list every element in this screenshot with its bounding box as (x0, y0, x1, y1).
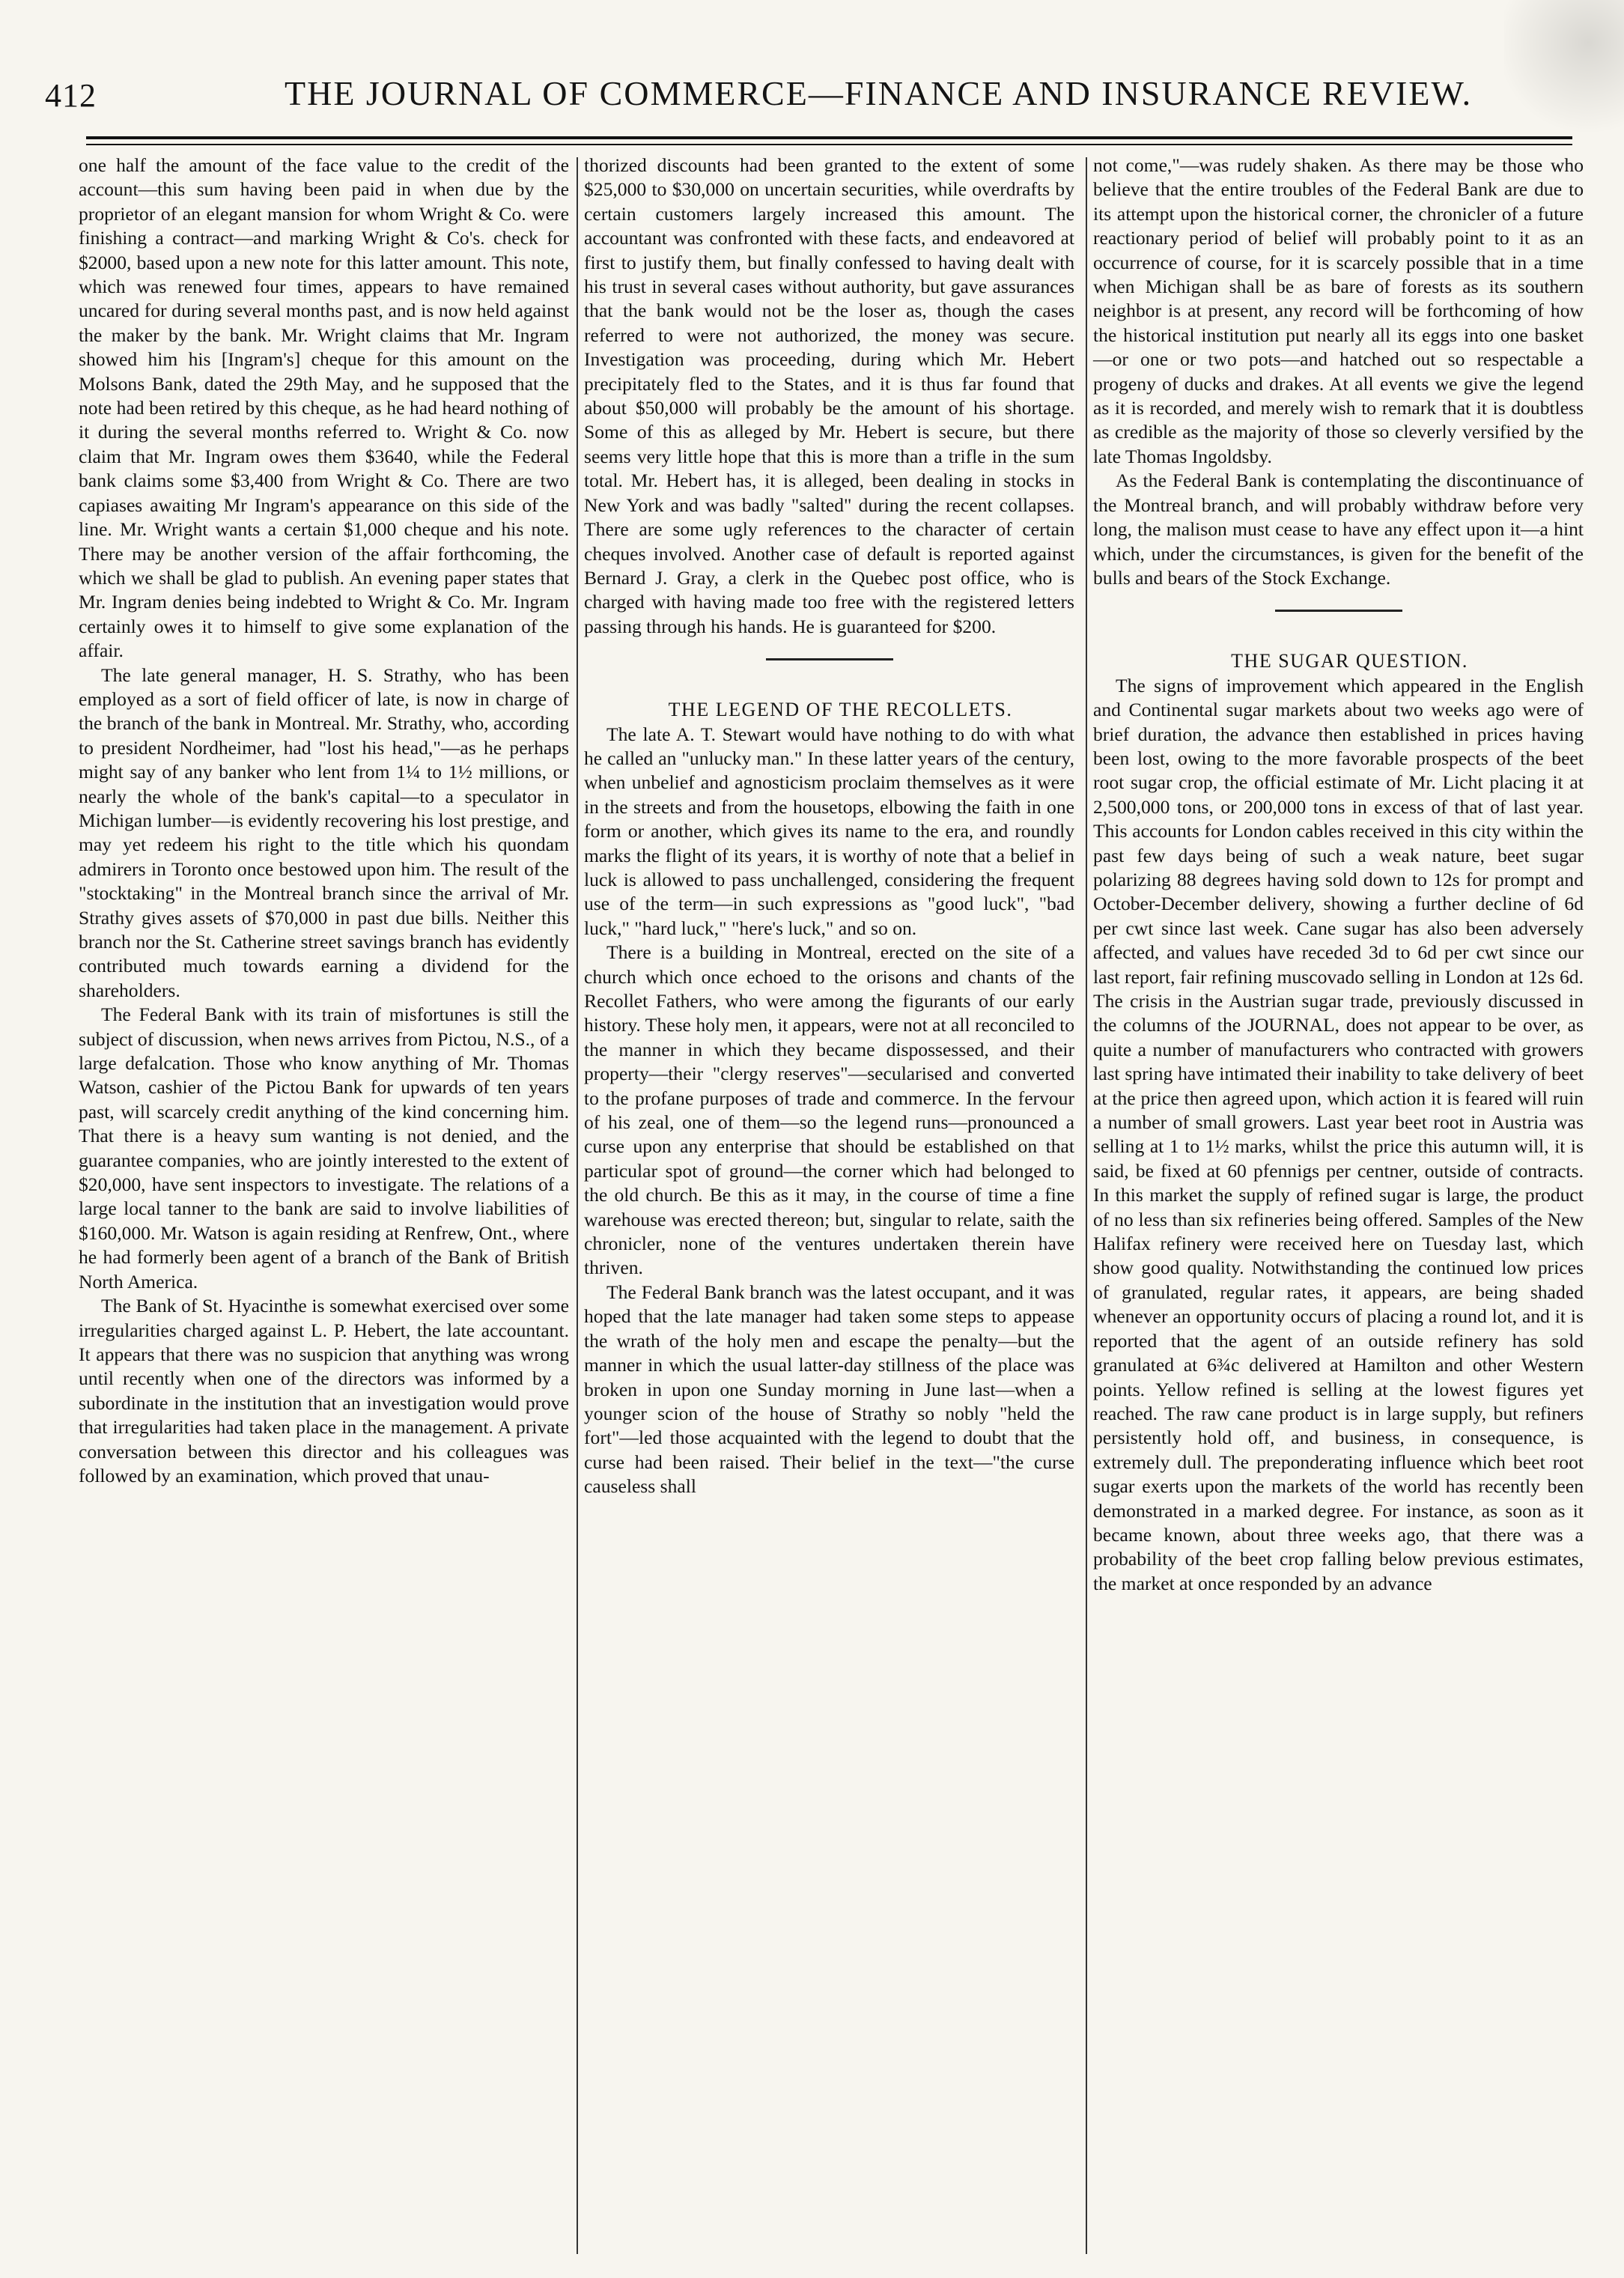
paragraph: one half the amount of the face value to the credit of the account—this sum having been paid in when due by the proprietor of an elegant mansion for whom Wright & Co. were finishing a contract—and marking Wright & Co's. check for $2000, based upon a new note for this latter amount. This note, which was renewed four times, appears to have remained uncared for during several months past, and is now held against the maker by the bank. Mr. Wright claims that Mr. Ingram showed him his [Ingram's] cheque for this amount on the Molsons Bank, dated the 29th May, and he supposed that the note had been retired by this cheque, as he had heard nothing of it during the several months referred to. Wright & Co. now claim that Mr. Ingram owes them $3640, while the Federal bank claims some $3,400 from Wright & Co. There are two capiases awaiting Mr Ingram's appearance on this side of the line. Mr. Wright wants a certain $1,000 cheque and his note. There may be another version of the affair forthcoming, the which we shall be glad to publish. An evening paper states that Mr. Ingram denies being indebted to Wright & Co. Mr. Ingram certainly owes it to himself to give some explanation of the affair. (79, 154, 569, 662)
column-divider (1086, 157, 1087, 2254)
paragraph: There is a building in Montreal, erected on the site of a church which once echoed to the orisons and chants of the Recollet Fathers, who were among the figurants of our early history. These holy men, it appears, were not at all reconciled to the manner in which they became dispossessed, and their property—their "clergy reserves"—secularised and converted to the profane purposes of trade and commerce. In the fervour of his zeal, one of them—so the legend runs—pronounced a curse upon any enterprise that should be established on that particular spot of ground—the corner which had belonged to the old church. Be this as it may, in the course of time a fine warehouse was erected thereon; but, singular to relate, saith the chronicler, none of the ventures undertaken therein have thriven. (584, 941, 1074, 1279)
paragraph: not come,"—was rudely shaken. As there may be those who believe that the entire troubles of the Federal Bank are due to its attempt upon the historical corner, the chronicler of a future reactionary period of belief will probably point to it as an occurrence of course, for it is scarcely possible that in a time when Michigan shall be as bare of forests as its southern neighbor is at present, any record will be forthcoming of how the historical institution put nearly all its eggs into one basket—or one or two pots—and hatched out so respectable a progeny of ducks and drakes. At all events we give the legend as it is recorded, and merely wish to remark that it is doubtless as credible as the majority of those so cleverly versified by the late Thomas Ingoldsby. (1093, 154, 1584, 467)
page-number: 412 (45, 77, 97, 114)
header-rule-thin (86, 144, 1572, 145)
paragraph: The Federal Bank with its train of misfortunes is still the subject of discussion, when news arrives from Pictou, N.S., of a large defalcation. Those who know anything of Mr. Thomas Watson, cashier of the Pictou Bank for upwards of ten years past, will scarcely credit anything of the kind concerning him. That there is a heavy sum wanting is not denied, and the guarantee companies, who are jointly interested to the extent of $20,000, have sent inspectors to investigate. The relations of a large local tanner to the bank are said to involve liabilities of $160,000. Mr. Watson is again residing at Renfrew, Ont., where he had formerly been agent of a branch of the Bank of British North America. (79, 1003, 569, 1293)
column-1 (79, 154, 569, 1488)
paragraph: thorized discounts had been granted to the extent of some $25,000 to $30,000 on uncertain securities, while overdrafts by certain customers largely increased this amount. The accountant was confronted with these facts, and endeavored at first to justify them, but finally confessed to having dealt with his trust in several cases without authority, but gave assurances that the bank would not be the loser as, though the cases referred to were not authorized, the money was secure. Investigation was proceeding, during which Mr. Hebert precipitately fled to the States, and it is thus far found that about $50,000 will probably be the amount of his shortage. Some of this as alleged by Mr. Hebert is secure, but there seems very little hope that this is more than a trifle in the sum total. Mr. Hebert has, it is alleged, been dealing in stocks in New York and was badly "salted" during the recent collapses. There are some ugly references to the character of certain cheques involved. Another case of default is reported against Bernard J. Gray, a clerk in the Quebec post office, who is charged with having made too free with the registered letters passing through his hands. He is guaranteed for $200. (584, 154, 1074, 637)
page-header (45, 69, 1572, 121)
header-rule (86, 136, 1572, 139)
section-title-sugar: THE SUGAR QUESTION. (1231, 650, 1468, 672)
column-3 (1093, 154, 1584, 1596)
paragraph: The signs of improvement which appeared in the English and Continental sugar markets about two weeks ago were of brief duration, the advance then established in prices having been lost, owing to the more favorable prospects of the beet root sugar crop, the official estimate of Mr. Licht placing it at 2,500,000 tons, or 200,000 tons in excess of that of last year. This accounts for London cables received in this city within the past few days being of such a weak nature, beet sugar polarizing 88 degrees having sold down to 12s for prompt and October-December delivery, showing a further decline of 6d per cwt since last week. Cane sugar has also been adversely affected, and values have receded 3d to 6d per cwt since our last report, fair refining muscovado selling in London at 12s 6d. The crisis in the Austrian sugar trade, previously discussed in the columns of the JOURNAL, does not appear to be over, as quite a number of manufacturers who contracted with growers last spring have intimated their inability to take delivery of beet at the price then agreed upon, which action it is feared will ruin a number of small growers. Last year beet root in Austria was selling at 1 to 1½ marks, whilst the price this autumn will, it is said, be fixed at 60 pfennigs per centner, outside of contracts. In this market the supply of refined sugar is large, the product of no less than six refineries being offered. Samples of the New Halifax refinery were received here on Tuesday last, which show good quality. Notwithstanding the continued low prices of granulated, regular rates, it appears, are being shaded whenever an opportunity occurs of placing a round lot, and it is reported that the agent of an outside refinery has sold granulated at 6¾c delivered at Hamilton and other Western points. Yellow refined is selling at the lowest figures yet reached. The raw cane product is in large supply, but refiners persistently hold off, and business, in consequence, is extremely dull. The preponderating influence which beet root sugar exerts upon the markets of the world has recently been demonstrated in a marked degree. For instance, as soon as it became known, about three weeks ago, that there was a probability of the beet crop falling below previous estimates, the market at once responded by an advance (1093, 674, 1584, 1594)
paragraph: As the Federal Bank is contemplating the discontinuance of the Montreal branch, and will probably withdraw before very long, the malison must cease to have any effect upon it—a hint which, under the circumstances, is given for the benefit of the bulls and bears of the Stock Exchange. (1093, 470, 1584, 589)
section-separator (766, 658, 893, 660)
paragraph: The late A. T. Stewart would have nothing to do with what he called an "unlucky man." In these latter years of the century, when unbelief and agnosticism proclaim themselves as it were in the streets and from the housetops, elbowing the faith in one form or another, which gives its name to the era, and roundly marks the flight of its years, it is worthy of note that a belief in luck is allowed to pass unchallenged, considering the frequent use of the term—in such expressions as "good luck", "bad luck," "hard luck," "here's luck," and so on. (584, 723, 1074, 939)
paragraph: The late general manager, H. S. Strathy, who has been employed as a sort of field officer of late, is now in charge of the branch of the bank in Montreal. Mr. Strathy, who, according to president Nordheimer, had "lost his head,"—as he perhaps might say of any banker who lent from 1¼ to 1½ millions, or nearly the whole of the bank's capital—to a speculator in Michigan lumber—is evidently recovering his lost prestige, and may yet redeem his right to the title which his quondam admirers in Toronto once bestowed upon him. The result of the "stocktaking" in the Montreal branch since the arrival of Mr. Strathy gives assets of $70,000 in past due bills. Neither this branch nor the St. Catherine street savings branch has evidently contributed much towards earning a dividend for the shareholders. (79, 663, 569, 1001)
journal-title: THE JOURNAL OF COMMERCE—FINANCE AND INSURANCE REVIEW. (285, 74, 1473, 112)
paragraph: The Federal Bank branch was the latest occupant, and it was hoped that the late manager had taken some steps to appease the wrath of the holy men and escape the penalty—but the manner in which the usual latter-day stillness of the place was broken in upon one Sunday morning in June last—when a younger scion of the house of Strathy so nobly "held the fort"—led those acquainted with the legend to doubt that the curse had been raised. Their belief in the text—"the curse causeless shall (584, 1281, 1074, 1498)
section-separator (1275, 610, 1402, 612)
column-divider (577, 157, 578, 2254)
section-title-recollets: THE LEGEND OF THE RECOLLETS. (668, 699, 1013, 721)
column-2 (584, 154, 1074, 1499)
paragraph: The Bank of St. Hyacinthe is somewhat exercised over some irregularities charged against L. P. Hebert, the late accountant. It appears that there was no suspicion that anything was wrong until recently when one of the directors was informed by a subordinate in the institution that an investigation would prove that irregularities had taken place in the management. A private conversation between this director and his colleagues was followed by an examination, which proved that unau- (79, 1295, 569, 1486)
